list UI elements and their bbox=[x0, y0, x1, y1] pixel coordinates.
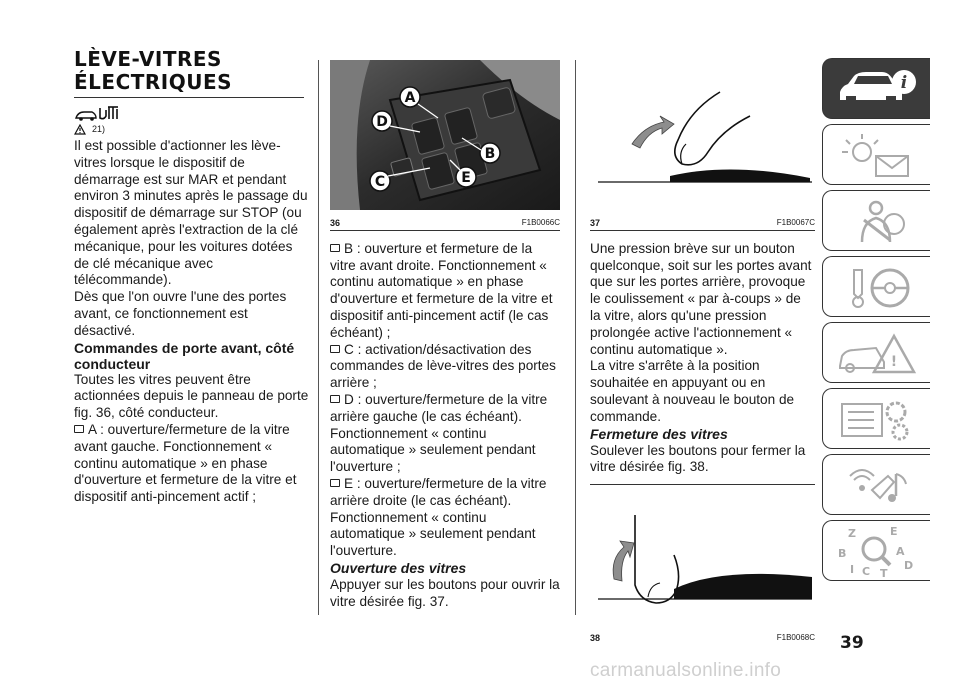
chapter-tabs bbox=[822, 58, 930, 586]
item-a bbox=[74, 422, 310, 506]
index-letter-c: C bbox=[861, 564, 870, 578]
figure-37 bbox=[590, 60, 815, 231]
warning-ref-number: 21) bbox=[92, 123, 106, 134]
warning-triangle-icon bbox=[74, 124, 86, 135]
section-title-line2: ÉLECTRIQUES bbox=[74, 70, 233, 94]
bullet-icon bbox=[330, 479, 340, 487]
column-1 bbox=[74, 48, 310, 506]
bullet-icon bbox=[74, 425, 84, 433]
index-magnifier-icon bbox=[832, 523, 922, 579]
multimedia-icon bbox=[832, 460, 922, 510]
warning-triangle-car-icon bbox=[832, 328, 922, 378]
item-d-text: D : ouverture/fermeture de la vitre arrière gauche (le cas échéant). Fonctionnement « continu automatique » seulement pendant l'ouverture ; bbox=[330, 391, 548, 475]
tab-safety[interactable] bbox=[822, 190, 930, 251]
section-title-line1: LÈVE-VITRES bbox=[74, 47, 222, 71]
figure-36-caption bbox=[330, 218, 560, 228]
index-letter-t: T bbox=[879, 566, 888, 579]
bullet-icon bbox=[330, 244, 340, 252]
warning-reference bbox=[74, 122, 310, 136]
car-electronics-icon bbox=[74, 104, 124, 122]
bullet-icon bbox=[330, 395, 340, 403]
column-3 bbox=[590, 60, 815, 643]
closing-paragraph: Soulever les boutons pour fermer la vitre désirée fig. 38. bbox=[590, 442, 806, 475]
airbag-seatbelt-icon bbox=[832, 196, 922, 246]
item-a-text: A : ouverture/fermeture de la vitre avant gauche. Fonctionnement « continu automatique » en phase d'ouverture et fermeture de la vitre et dispositif anti-pincement actif ; bbox=[74, 421, 297, 505]
key-steering-wheel-icon bbox=[832, 262, 922, 312]
finger-lifting-button-drawing bbox=[590, 485, 815, 625]
intro-paragraph: Il est possible d'actionner les lève-vitres lorsque le dispositif de démarrage est sur MAR et pendant environ 3 minutes après le passage du dispositif de démarrage sur STOP (ou également après l'extraction de la clé mécanique, pour les voitures dotées de clé mécanique avec télécommande). bbox=[74, 138, 308, 288]
door-panel-controls-photo bbox=[330, 60, 560, 210]
short-press-paragraph: Une pression brève sur un bouton quelconque, soit sur les portes avant que sur les portes arrière, provoque le coulissement « par à-coups » de la vitre, alors qu'une pression prolongée active l'actionnement « continu automatique ». bbox=[590, 240, 812, 357]
figure-38 bbox=[590, 485, 815, 643]
index-letter-e: E bbox=[889, 524, 898, 538]
driver-controls-heading: Commandes de porte avant, côté conducteur bbox=[74, 339, 295, 372]
figure-37-number: 37 bbox=[590, 217, 601, 228]
bullet-icon bbox=[330, 345, 340, 353]
callout-e: E bbox=[461, 170, 471, 186]
figure-38-number: 38 bbox=[590, 632, 601, 643]
column-2 bbox=[330, 60, 560, 611]
item-e bbox=[330, 476, 560, 560]
car-info-icon bbox=[832, 64, 922, 114]
callout-d: D bbox=[376, 114, 388, 130]
figure-36 bbox=[330, 60, 560, 231]
item-b-text: B : ouverture et fermeture de la vitre avant droite. Fonctionnement « continu automatique » en phase d'ouverture et fermeture de la vitre et dispositif anti-pincement actif (le cas échéant) ; bbox=[330, 240, 553, 340]
figure-37-caption bbox=[590, 218, 815, 228]
callout-a: A bbox=[404, 90, 416, 106]
item-d bbox=[330, 392, 560, 476]
item-c bbox=[330, 342, 560, 392]
driver-controls-paragraph: Toutes les vitres peuvent être actionnées depuis le panneau de porte fig. 36, côté conducteur. bbox=[74, 371, 309, 421]
opening-paragraph: Appuyer sur les boutons pour ouvrir la vitre désirée fig. 37. bbox=[330, 576, 560, 609]
electronics-icon-row bbox=[74, 104, 310, 122]
warning-lights-envelope-icon bbox=[832, 130, 922, 180]
figure-37-code: F1B0067C bbox=[776, 217, 815, 227]
tab-emergency[interactable] bbox=[822, 322, 930, 383]
finger-pressing-button-drawing bbox=[590, 60, 815, 210]
figure-38-code: F1B0068C bbox=[776, 632, 815, 642]
figure-36-number: 36 bbox=[330, 217, 341, 228]
stop-position-paragraph: La vitre s'arrête à la position souhaitée en appuyant ou en soulevant à nouveau le bouton de commande. bbox=[590, 358, 795, 424]
svg-text:!: ! bbox=[890, 353, 897, 370]
column-divider-2 bbox=[575, 60, 576, 615]
index-letter-a: A bbox=[895, 544, 905, 558]
tab-maintenance[interactable] bbox=[822, 388, 930, 449]
doors-open-paragraph: Dès que l'on ouvre l'une des portes avant, ce fonctionnement est désactivé. bbox=[74, 289, 287, 338]
watermark: carmanualsonline.info bbox=[590, 660, 782, 681]
index-letter-z: Z bbox=[847, 526, 856, 540]
page-number: 39 bbox=[840, 633, 864, 653]
opening-heading: Ouverture des vitres bbox=[330, 559, 467, 576]
callout-b: B bbox=[484, 146, 496, 162]
callout-c: C bbox=[374, 174, 386, 190]
svg-text:i: i bbox=[900, 72, 907, 93]
tab-multimedia[interactable] bbox=[822, 454, 930, 515]
figure-36-code: F1B0066C bbox=[521, 217, 560, 227]
column-divider-1 bbox=[318, 60, 319, 615]
item-e-text: E : ouverture/fermeture de la vitre arrière droite (le cas échéant). Fonctionnement « continu automatique » seulement pendant l'ouverture. bbox=[330, 475, 547, 559]
index-letter-b: B bbox=[837, 546, 846, 560]
tab-starting-driving[interactable] bbox=[822, 256, 930, 317]
index-letter-i: I bbox=[849, 562, 854, 576]
item-c-text: C : activation/désactivation des commandes de lève-vitres des portes arrière ; bbox=[330, 341, 556, 391]
item-b bbox=[330, 241, 560, 342]
index-letter-d: D bbox=[903, 558, 913, 572]
figure-38-caption bbox=[590, 633, 815, 643]
tab-knowing-your-car[interactable] bbox=[822, 58, 930, 119]
closing-heading: Fermeture des vitres bbox=[590, 425, 728, 442]
tab-instrument-panel[interactable] bbox=[822, 124, 930, 185]
title-rule bbox=[74, 97, 304, 98]
tab-index[interactable] bbox=[822, 520, 930, 581]
gears-icon bbox=[832, 394, 922, 444]
